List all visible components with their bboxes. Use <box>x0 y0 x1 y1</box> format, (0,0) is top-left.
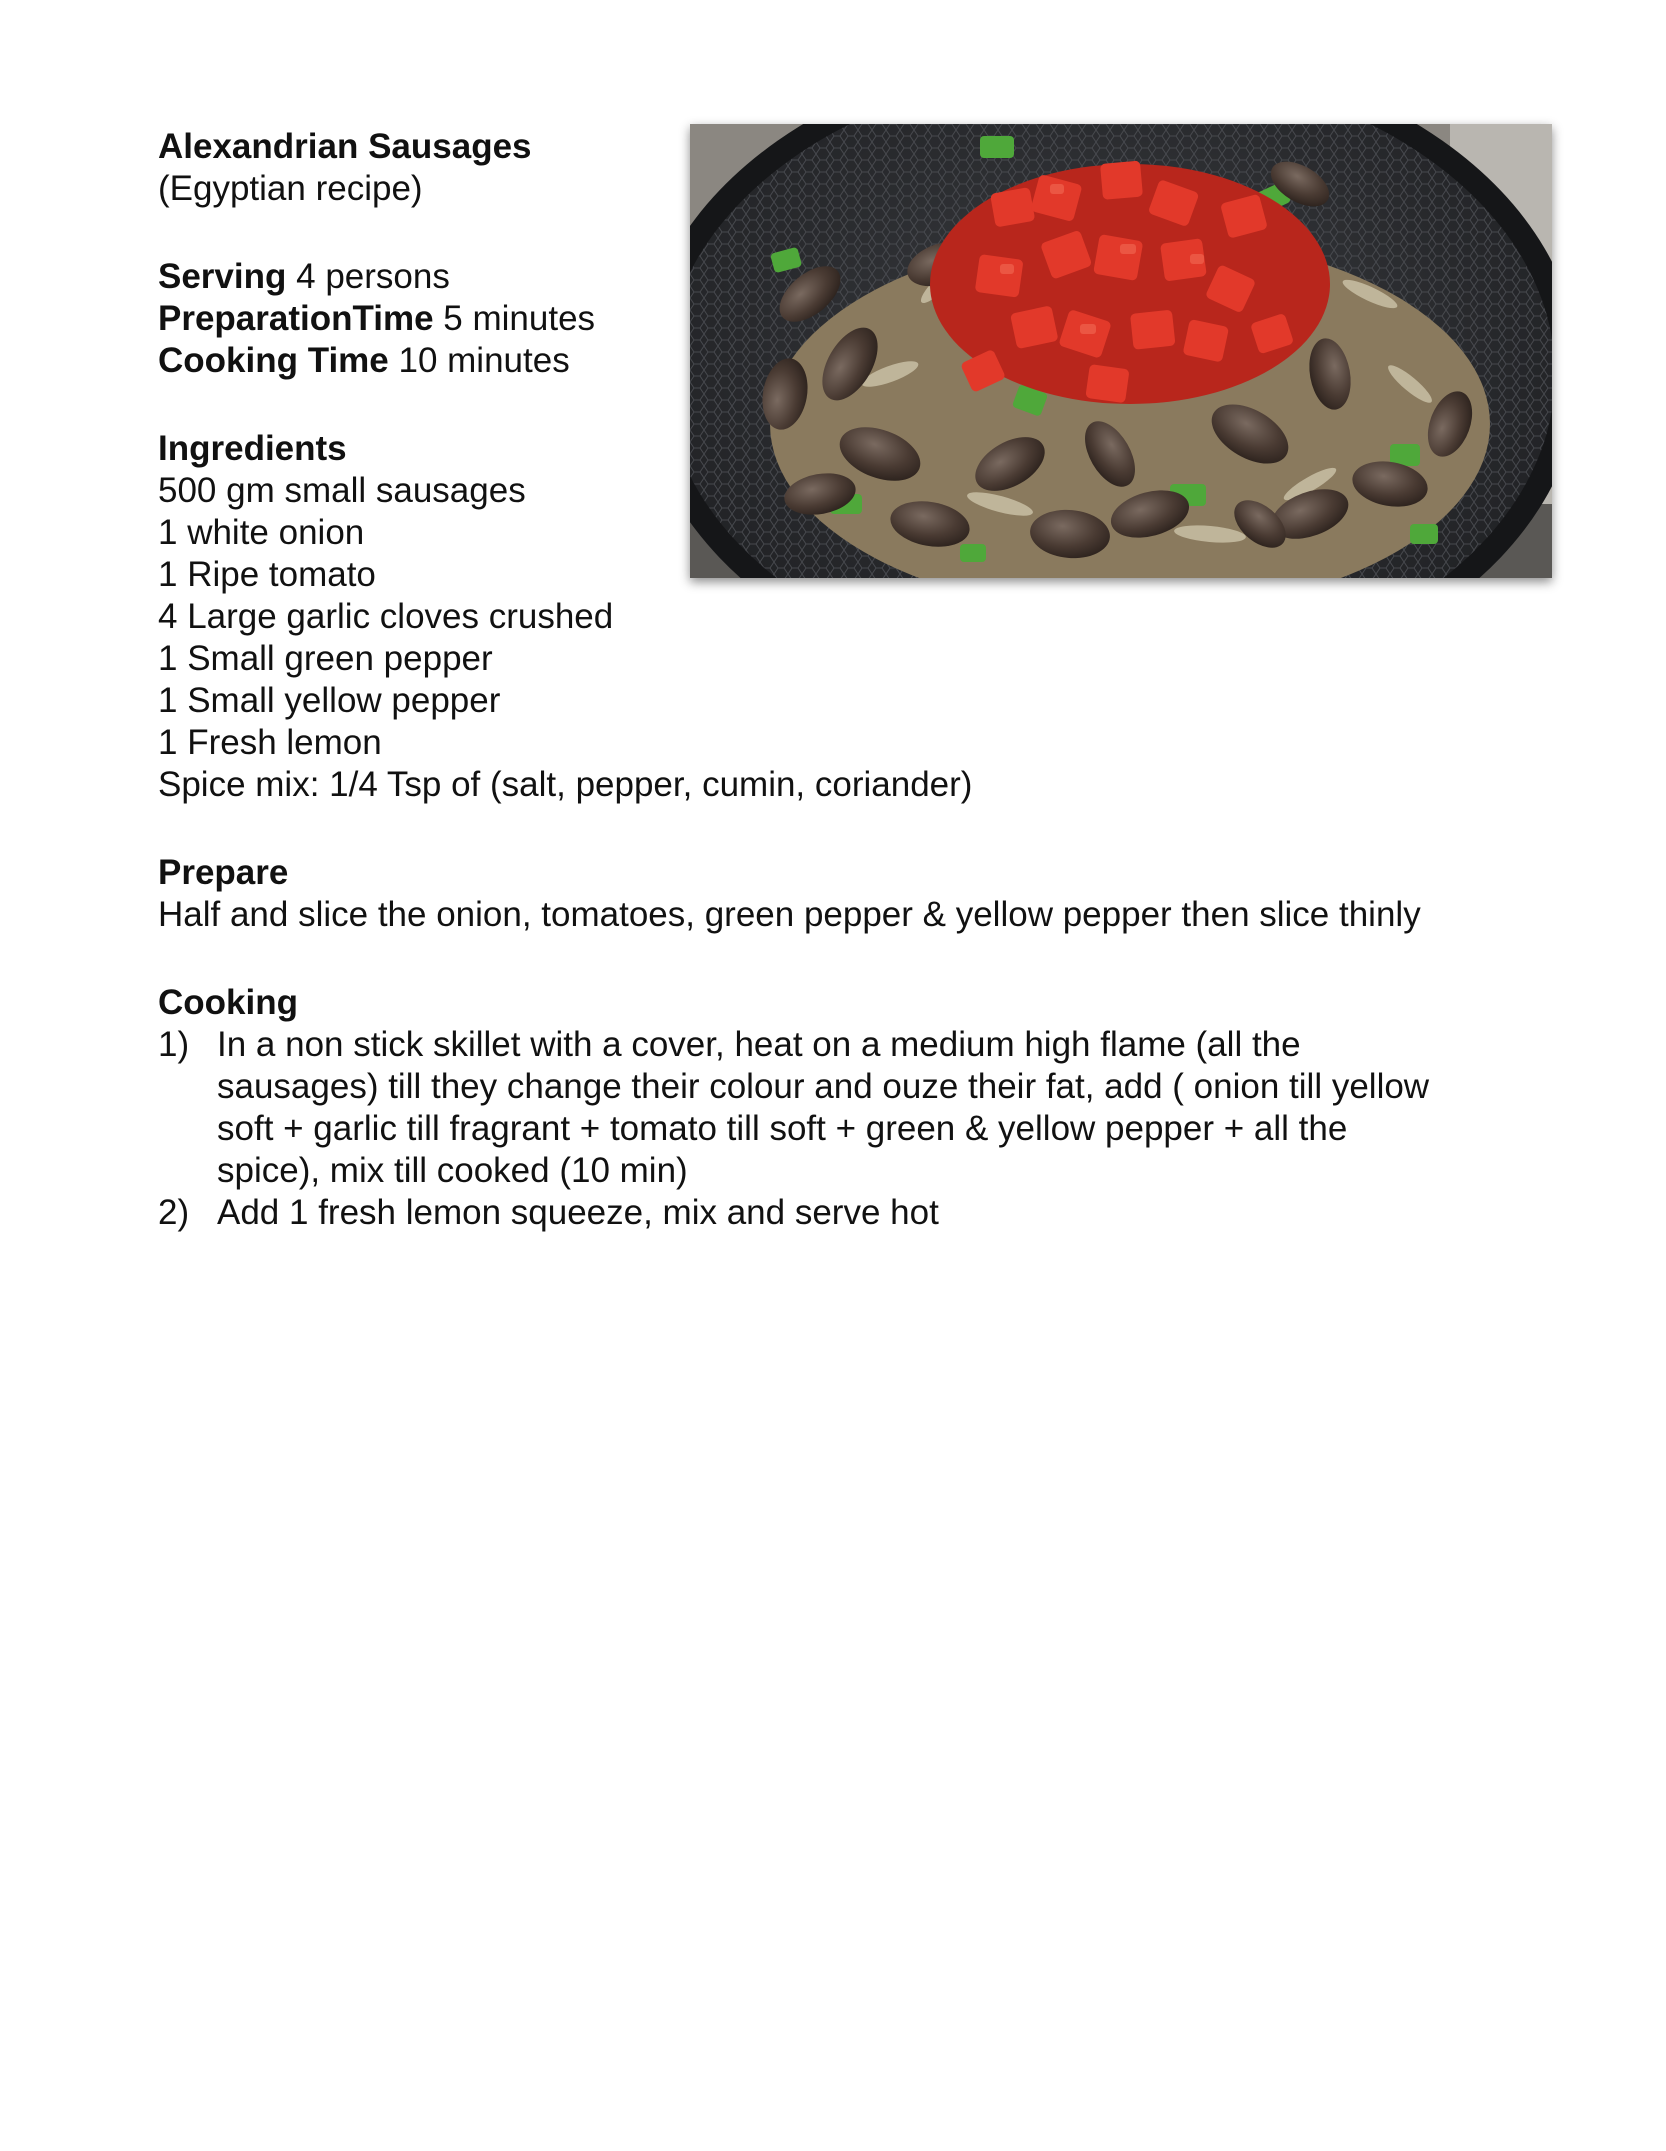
recipe-subtitle: (Egyptian recipe) <box>158 169 423 208</box>
step-number: 2) <box>158 1193 190 1232</box>
dish-photo <box>690 124 1552 578</box>
step-text-line: soft + garlic till fragrant + tomato till soft + green & yellow pepper + all the <box>217 1109 1348 1148</box>
meta-value: 4 persons <box>296 257 450 296</box>
step-text-line: Add 1 fresh lemon squeeze, mix and serve hot <box>217 1193 939 1232</box>
ingredient-item: Spice mix: 1/4 Tsp of (salt, pepper, cumin, coriander) <box>158 765 973 804</box>
skillet-illustration <box>690 124 1552 578</box>
meta-label: PreparationTime <box>158 299 434 338</box>
meta-label: Cooking Time <box>158 341 389 380</box>
ingredient-item: 4 Large garlic cloves crushed <box>158 597 614 636</box>
cooking-heading: Cooking <box>158 983 298 1022</box>
recipe-title: Alexandrian Sausages <box>158 127 532 166</box>
prepare-text: Half and slice the onion, tomatoes, green pepper & yellow pepper then slice thinly <box>158 895 1421 934</box>
prepare-heading: Prepare <box>158 853 289 892</box>
step-text-line: spice), mix till cooked (10 min) <box>217 1151 688 1190</box>
cooking-step <box>158 1192 1518 1234</box>
meta-value: 10 minutes <box>398 341 570 380</box>
step-text-line: sausages) till they change their colour and ouze their fat, add ( onion till yellow <box>217 1067 1430 1106</box>
cooking-step <box>158 1024 1518 1192</box>
ingredient-item: 1 Small green pepper <box>158 639 493 678</box>
ingredient-item: 1 white onion <box>158 513 365 552</box>
ingredient-item: 1 Small yellow pepper <box>158 681 501 720</box>
ingredient-item: 500 gm small sausages <box>158 471 526 510</box>
step-text-line: In a non stick skillet with a cover, heat on a medium high flame (all the <box>217 1025 1301 1064</box>
cooking-steps <box>158 1024 1518 1234</box>
ingredients-heading: Ingredients <box>158 429 347 468</box>
meta-value: 5 minutes <box>443 299 596 338</box>
ingredient-item: 1 Fresh lemon <box>158 723 382 762</box>
meta-label: Serving <box>158 257 287 296</box>
ingredient-item: 1 Ripe tomato <box>158 555 376 594</box>
step-number: 1) <box>158 1025 190 1064</box>
